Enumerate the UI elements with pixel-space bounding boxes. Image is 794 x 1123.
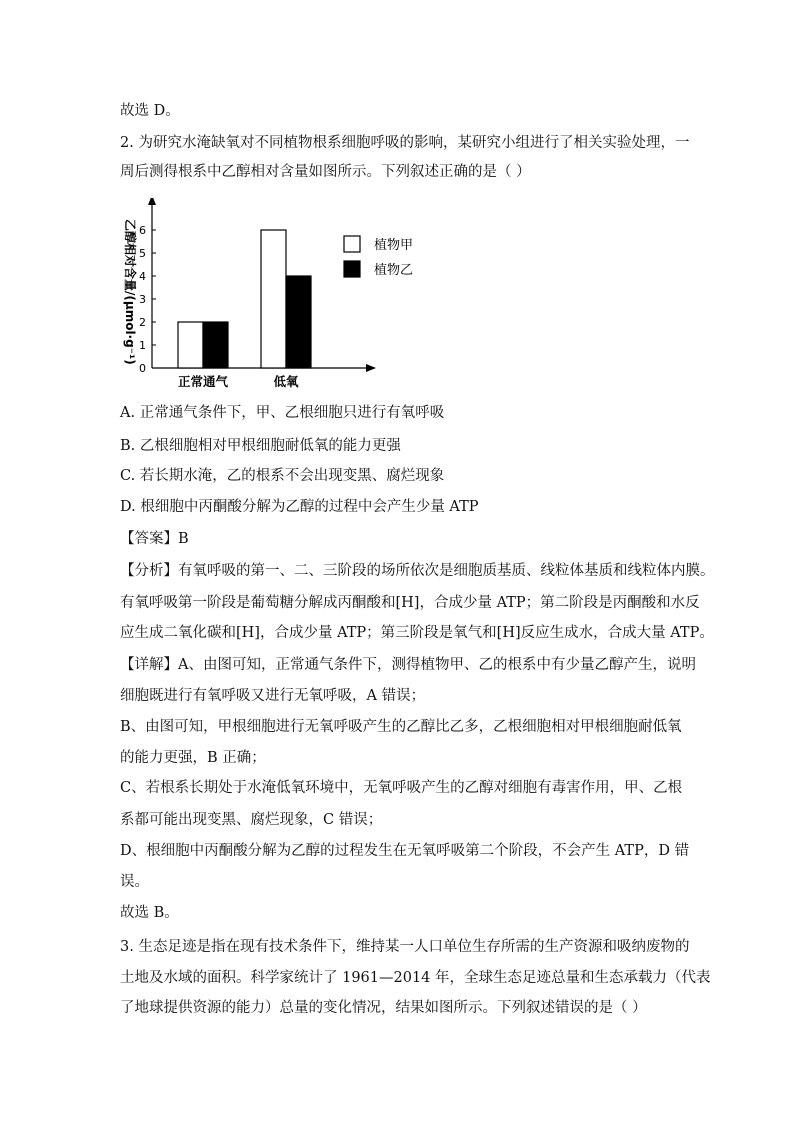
legend-swatch — [344, 261, 360, 277]
chart-svg — [118, 198, 418, 398]
text-line: 故选 B。 — [120, 905, 179, 921]
text-line: 【分析】有氧呼吸的第一、二、三阶段的场所依次是细胞质基质、线粒体基质和线粒体内膜。 — [120, 563, 715, 579]
text-line: 系都可能出现变黑、腐烂现象，C 错误； — [120, 812, 383, 828]
text-line: 【答案】B — [120, 531, 189, 547]
text-line: B. 乙根细胞相对甲根细胞耐低氧的能力更强 — [120, 438, 401, 454]
text-line: C、若根系长期处于水淹低氧环境中，无氧呼吸产生的乙醇对细胞有毒害作用，甲、乙根 — [120, 780, 683, 796]
text-line: A. 正常通气条件下，甲、乙根细胞只进行有氧呼吸 — [120, 405, 445, 421]
bar-plant-a — [261, 230, 286, 368]
legend-label: 植物甲 — [374, 238, 414, 253]
text-line: 的能力更强，B 正确； — [120, 750, 266, 766]
text-line: 有氧呼吸第一阶段是葡萄糖分解成丙酮酸和[H]，合成少量 ATP；第二阶段是丙酮酸和水反 — [120, 595, 700, 611]
text-line: 3. 生态足迹是指在现有技术条件下，维持某一人口单位生存所需的生产资源和吸纳废物的 — [120, 939, 690, 955]
y-tick-label: 2 — [139, 316, 146, 329]
bar-plant-b — [203, 322, 228, 368]
bar-plant-b — [286, 276, 311, 368]
y-tick-label: 5 — [139, 247, 146, 260]
text-line: 误。 — [120, 874, 149, 890]
legend-label: 植物乙 — [374, 263, 414, 278]
text-line: B、由图可知，甲根细胞进行无氧呼吸产生的乙醇比乙多，乙根细胞相对甲根细胞耐低氧 — [120, 719, 682, 735]
legend-swatch — [344, 236, 360, 252]
text-line: 土地及水域的面积。科学家统计了 1961—2014 年，全球生态足迹总量和生态承载力（代表 — [120, 970, 711, 986]
ethanol-bar-chart — [118, 198, 418, 398]
y-tick-label: 3 — [139, 293, 146, 306]
x-category-label: 正常通气 — [177, 374, 229, 389]
text-line: 2. 为研究水淹缺氧对不同植物根系细胞呼吸的影响，某研究小组进行了相关实验处理，一 — [120, 135, 690, 151]
text-line: 了地球提供资源的能力）总量的变化情况，结果如图所示。下列叙述错误的是（ ） — [120, 1000, 647, 1016]
text-line: C. 若长期水淹，乙的根系不会出现变黑、腐烂现象 — [120, 468, 445, 484]
text-line: 故选 D。 — [120, 103, 180, 119]
y-tick-label: 4 — [139, 270, 146, 283]
x-axis-arrow — [366, 364, 376, 372]
y-tick-label: 0 — [139, 362, 146, 375]
y-tick-label: 6 — [139, 224, 146, 237]
text-line: D、根细胞中丙酮酸分解为乙醇的过程发生在无氧呼吸第二个阶段，不会产生 ATP，D 错 — [120, 843, 690, 859]
y-axis-arrow — [148, 198, 156, 205]
x-category-label: 低氧 — [273, 374, 299, 389]
y-axis-label: 乙醇相对含量/(μmol·g⁻¹) — [123, 219, 137, 365]
text-line: 【详解】A、由图可知，正常通气条件下，测得植物甲、乙的根系中有少量乙醇产生，说明 — [120, 657, 696, 673]
text-line: 周后测得根系中乙醇相对含量如图所示。下列叙述正确的是（ ） — [120, 164, 531, 180]
text-line: D. 根细胞中丙酮酸分解为乙醇的过程中会产生少量 ATP — [120, 499, 479, 515]
y-tick-label: 1 — [139, 339, 146, 352]
text-line: 应生成二氧化碳和[H]，合成少量 ATP；第三阶段是氧气和[H]反应生成水，合成大量 ATP。 — [120, 625, 714, 641]
text-line: 细胞既进行有氧呼吸又进行无氧呼吸，A 错误； — [120, 688, 426, 704]
bar-plant-a — [178, 322, 203, 368]
